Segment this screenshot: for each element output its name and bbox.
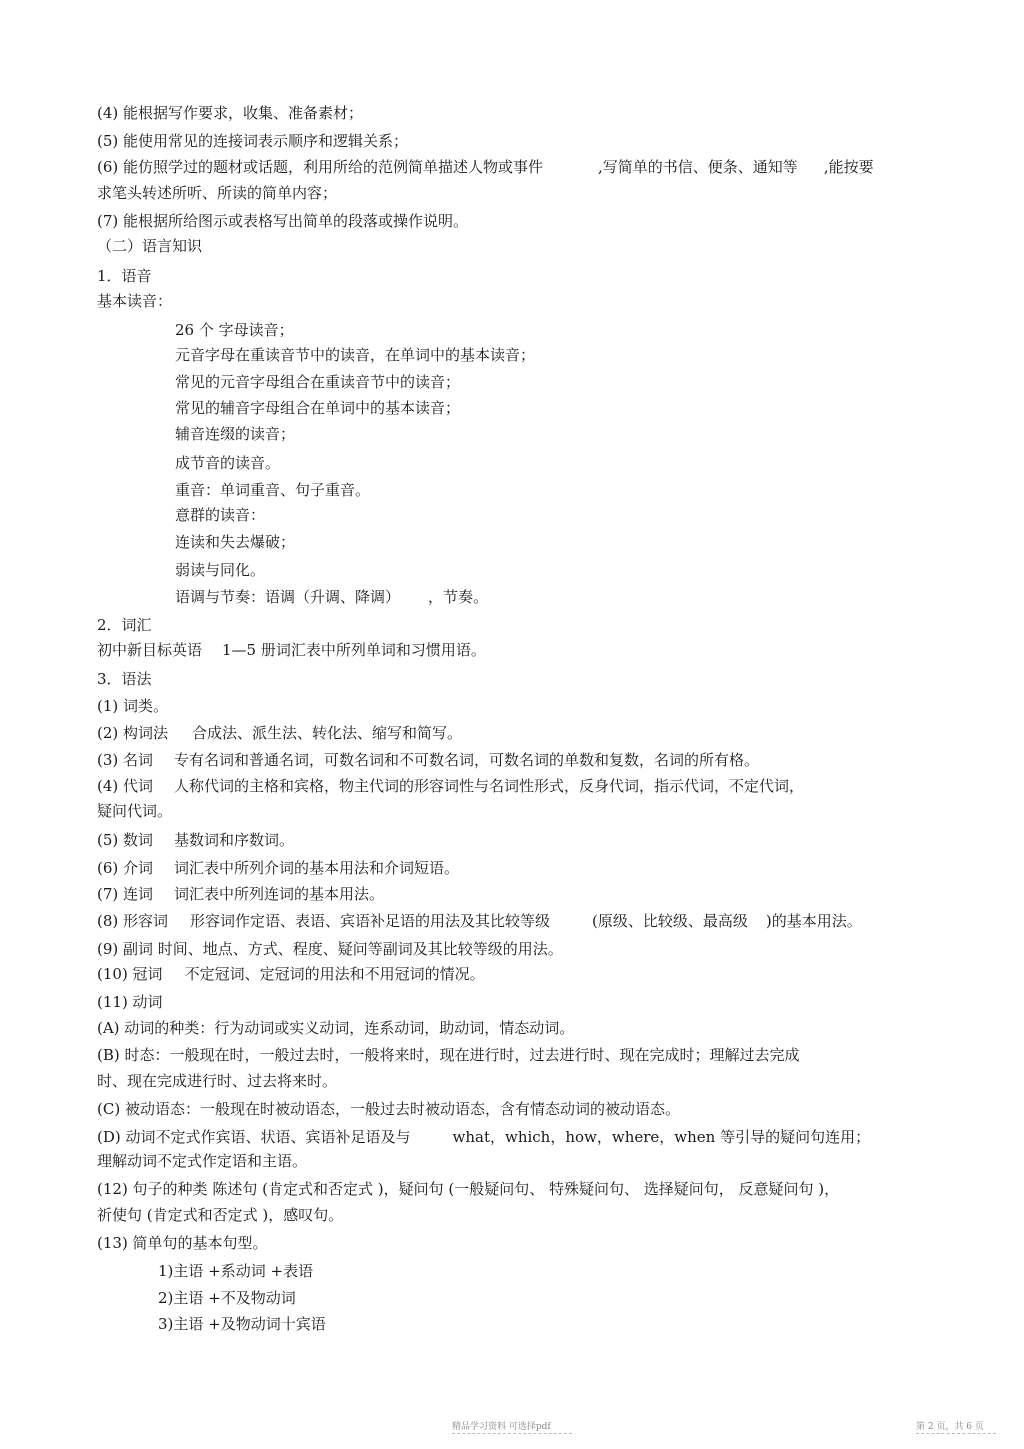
text-segment: ,写简单的书信、便条、通知等 (598, 158, 798, 176)
page-number: 第 2 页，共 6 页 (916, 1422, 984, 1432)
text-segment: 专有名词和普通名词，可数名词和不可数名词，可数名词的单数和复数，名词的所有格。 (174, 751, 760, 769)
text-line: (5) 能使用常见的连接词表示顺序和逻辑关系； (97, 132, 409, 150)
section-heading: （二）语言知识 (97, 237, 203, 255)
text-line: (B) 时态：一般现在时，一般过去时，一般将来时，现在进行时，过去进行时、现在完成时；理解过去完成 (97, 1046, 800, 1064)
footer-divider (916, 1433, 996, 1434)
text-line: (C) 被动语态：一般现在时被动语态，一般过去时被动语态，含有情态动词的被动语态。 (97, 1100, 680, 1118)
text-line (97, 640, 486, 660)
text-line (97, 911, 862, 931)
text-line (97, 830, 294, 850)
footer-watermark: 精品学习资料 可选择pdf (452, 1422, 551, 1432)
list-item: 弱读与同化。 (175, 561, 266, 579)
text-line (97, 1127, 870, 1147)
list-item (175, 587, 488, 607)
text-segment: (6) 介词 (97, 859, 154, 877)
text-line: (13) 简单句的基本句型。 (97, 1234, 268, 1252)
subsection-heading: 1．语音 (97, 267, 152, 285)
text-segment: (4) 代词 (97, 777, 154, 795)
text-segment: 形容词作定语、表语、宾语补足语的用法及其比较等级 (190, 912, 551, 930)
text-segment: 合成法、派生法、转化法、缩写和简写。 (192, 724, 463, 742)
list-item: 成节音的读音。 (175, 454, 281, 472)
text-segment: (D) 动词不定式作宾语、状语、宾语补足语及与 (97, 1128, 411, 1146)
list-item: 辅音连缀的读音； (175, 425, 296, 443)
text-line: 疑问代词。 (97, 802, 173, 820)
text-line (97, 858, 459, 878)
text-segment: 词汇表中所列连词的基本用法。 (174, 885, 385, 903)
text-segment: 不定冠词、定冠词的用法和不用冠词的情况。 (184, 965, 485, 983)
text-segment: 基数词和序数词。 (174, 831, 295, 849)
text-line: (12) 句子的种类 陈述句 (肯定式和否定式 )，疑问句 (一般疑问句、 特殊疑问句、 选择疑问句， 反意疑问句 )， (97, 1180, 840, 1198)
list-item: 常见的元音字母组合在重读音节中的读音； (175, 373, 461, 391)
text-line (97, 776, 804, 796)
text-segment: (6) 能仿照学过的题材或话题，利用所给的范例简单描述人物或事件 (97, 158, 544, 176)
text-segment: ,能按要 (823, 158, 874, 176)
text-segment: ，节奏。 (428, 588, 489, 606)
text-segment: (5) 数词 (97, 831, 154, 849)
text-segment: (3) 名词 (97, 751, 154, 769)
list-item: 重音：单词重音、句子重音。 (175, 481, 371, 499)
text-segment: (2) 构词法 (97, 724, 169, 742)
subsection-heading: 3．语法 (97, 670, 152, 688)
text-segment: 初中新目标英语 (97, 641, 203, 659)
text-line: 基本读音： (97, 292, 173, 310)
text-line: (11) 动词 (97, 993, 163, 1011)
list-item: 意群的读音： (175, 506, 266, 524)
list-item: 2)主语 +不及物动词 (158, 1289, 296, 1307)
subsection-heading: 2．词汇 (97, 616, 152, 634)
list-item: 1)主语 +系动词 +表语 (158, 1262, 314, 1280)
list-item: 常见的辅音字母组合在单词中的基本读音； (175, 399, 461, 417)
text-line (97, 884, 384, 904)
text-line (97, 157, 874, 177)
text-segment: 1—5 册词汇表中所列单词和习惯用语。 (222, 641, 486, 659)
text-segment: (8) 形容词 (97, 912, 169, 930)
text-line: 时、现在完成进行时、过去将来时。 (97, 1072, 338, 1090)
list-item: 连读和失去爆破； (175, 533, 296, 551)
text-line (97, 964, 485, 984)
text-segment: (原级、比较级、最高级 (592, 912, 748, 930)
text-segment: 人称代词的主格和宾格，物主代词的形容词性与名词性形式，反身代词，指示代词，不定代词， (174, 777, 805, 795)
text-line: (9) 副词 时间、地点、方式、程度、疑问等副词及其比较等级的用法。 (97, 940, 563, 958)
text-line: 祈使句 (肯定式和否定式 )，感叹句。 (97, 1206, 344, 1224)
text-segment: (10) 冠词 (97, 965, 163, 983)
text-line: (1) 词类。 (97, 697, 169, 715)
list-item: 3)主语 +及物动词十宾语 (158, 1315, 326, 1333)
text-line: (7) 能根据所给图示或表格写出简单的段落或操作说明。 (97, 212, 469, 230)
text-line: 求笔头转述所听、所读的简单内容； (97, 184, 338, 202)
text-segment: 词汇表中所列介词的基本用法和介词短语。 (174, 859, 460, 877)
text-segment: what，which，how，where，when 等引导的疑问句连用； (452, 1128, 871, 1146)
text-segment: (7) 连词 (97, 885, 154, 903)
text-line (97, 723, 462, 743)
text-line: (A) 动词的种类：行为动词或实义动词，连系动词，助动词，情态动词。 (97, 1019, 575, 1037)
text-segment: 语调与节奏：语调（升调、降调） (175, 588, 401, 606)
text-line: 理解动词不定式作定语和主语。 (97, 1152, 308, 1170)
footer-divider (452, 1433, 572, 1434)
list-item: 元音字母在重读音节中的读音，在单词中的基本读音； (175, 346, 536, 364)
text-line: (4) 能根据写作要求，收集、准备素材； (97, 104, 364, 122)
text-line (97, 750, 759, 770)
list-item: 26 个 字母读音； (175, 321, 294, 339)
text-segment: )的基本用法。 (765, 912, 862, 930)
